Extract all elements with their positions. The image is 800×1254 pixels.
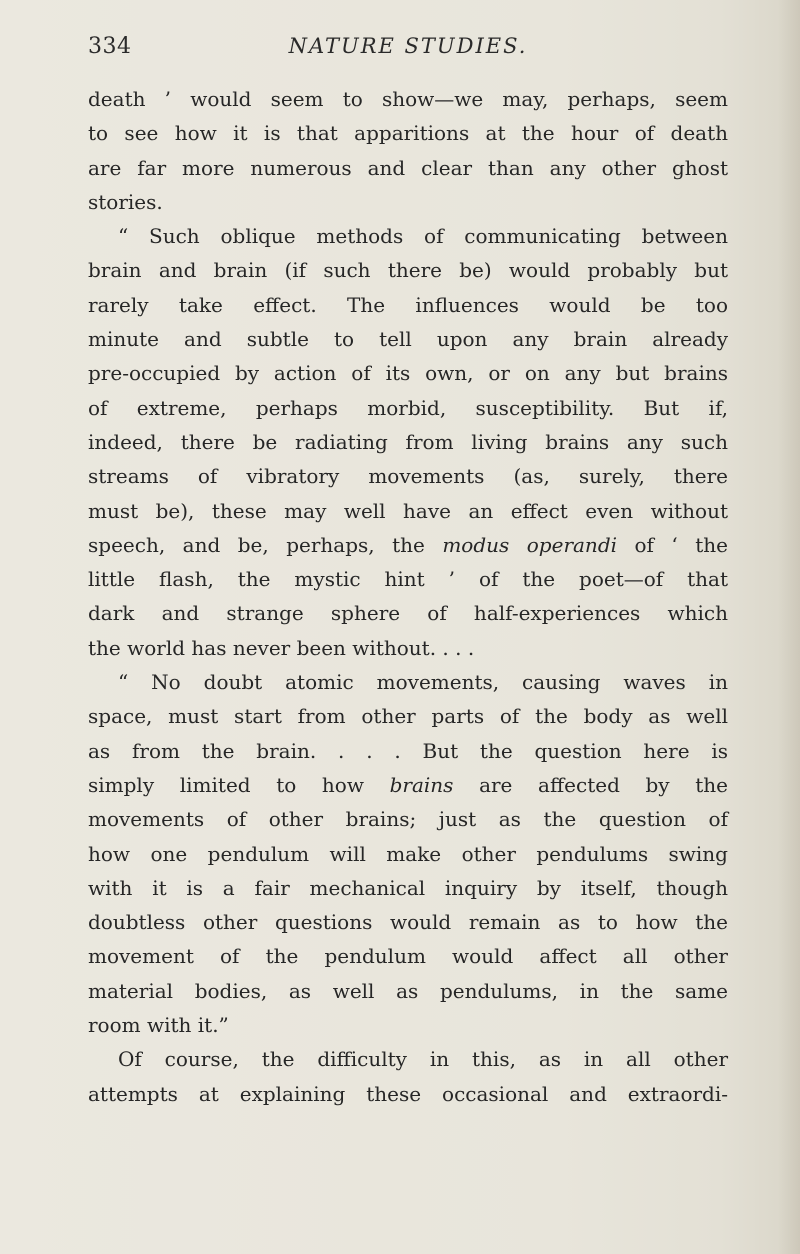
text-line: death ’ would seem to show—we may, perhaps, seem — [88, 87, 728, 111]
page-number: 334 — [88, 34, 132, 59]
text-line: how one pendulum will make other pendulums swing — [88, 841, 728, 866]
italic-phrase: brains — [389, 772, 454, 797]
text-line: must be), these may well have an effect even without — [88, 498, 728, 523]
text-line: “ Such oblique methods of communicating between — [118, 224, 728, 249]
text-line: “ No doubt atomic movements, causing waves in — [118, 670, 728, 695]
text-line: material bodies, as well as pendulums, in the same — [88, 978, 728, 1003]
italic-phrase: modus operandi — [442, 532, 618, 557]
text-line: little flash, the mystic hint ’ of the poet—of that — [88, 567, 728, 592]
body-text — [88, 82, 728, 1111]
running-title: NATURE STUDIES. — [288, 34, 528, 58]
text-line: space, must start from other parts of the body as well — [88, 704, 728, 729]
text-line: are far more numerous and clear than any other ghost — [88, 155, 728, 180]
text-line: streams of vibratory movements (as, surely, there — [88, 464, 728, 489]
text-line: rarely take effect. The influences would be too — [88, 292, 728, 317]
page-header — [88, 34, 728, 68]
text-line: of extreme, perhaps morbid, susceptibility. But if, — [88, 395, 728, 420]
text-line: to see how it is that apparitions at the hour of death — [88, 121, 728, 146]
text-line: pre-occupied by action of its own, or on any but brains — [88, 361, 728, 386]
text-line: movement of the pendulum would affect all other — [88, 944, 728, 969]
text-line: as from the brain. . . . But the question here is — [88, 738, 728, 763]
page-edge-shadow — [778, 0, 800, 1254]
text-line: Of course, the difficulty in this, as in all other — [118, 1047, 728, 1072]
text-line: stories. — [88, 189, 163, 214]
text-line: the world has never been without. . . . — [88, 635, 475, 660]
text-line: movements of other brains; just as the question of — [88, 807, 728, 832]
text-line: minute and subtle to tell upon any brain already — [88, 327, 728, 352]
text-line: brain and brain (if such there be) would probably but — [88, 258, 728, 283]
text-line: dark and strange sphere of half-experiences which — [88, 601, 728, 626]
text-line: simply limited to how brains are affected by the — [88, 772, 728, 797]
text-line: indeed, there be radiating from living brains any such — [88, 429, 728, 454]
text-line: attempts at explaining these occasional and extraordi- — [88, 1081, 728, 1106]
text-line: doubtless other questions would remain as to how the — [88, 910, 728, 935]
text-line: with it is a fair mechanical inquiry by itself, though — [88, 875, 728, 900]
text-line: speech, and be, perhaps, the modus operandi of ‘ the — [88, 532, 728, 557]
text-line: room with it.” — [88, 1013, 229, 1038]
